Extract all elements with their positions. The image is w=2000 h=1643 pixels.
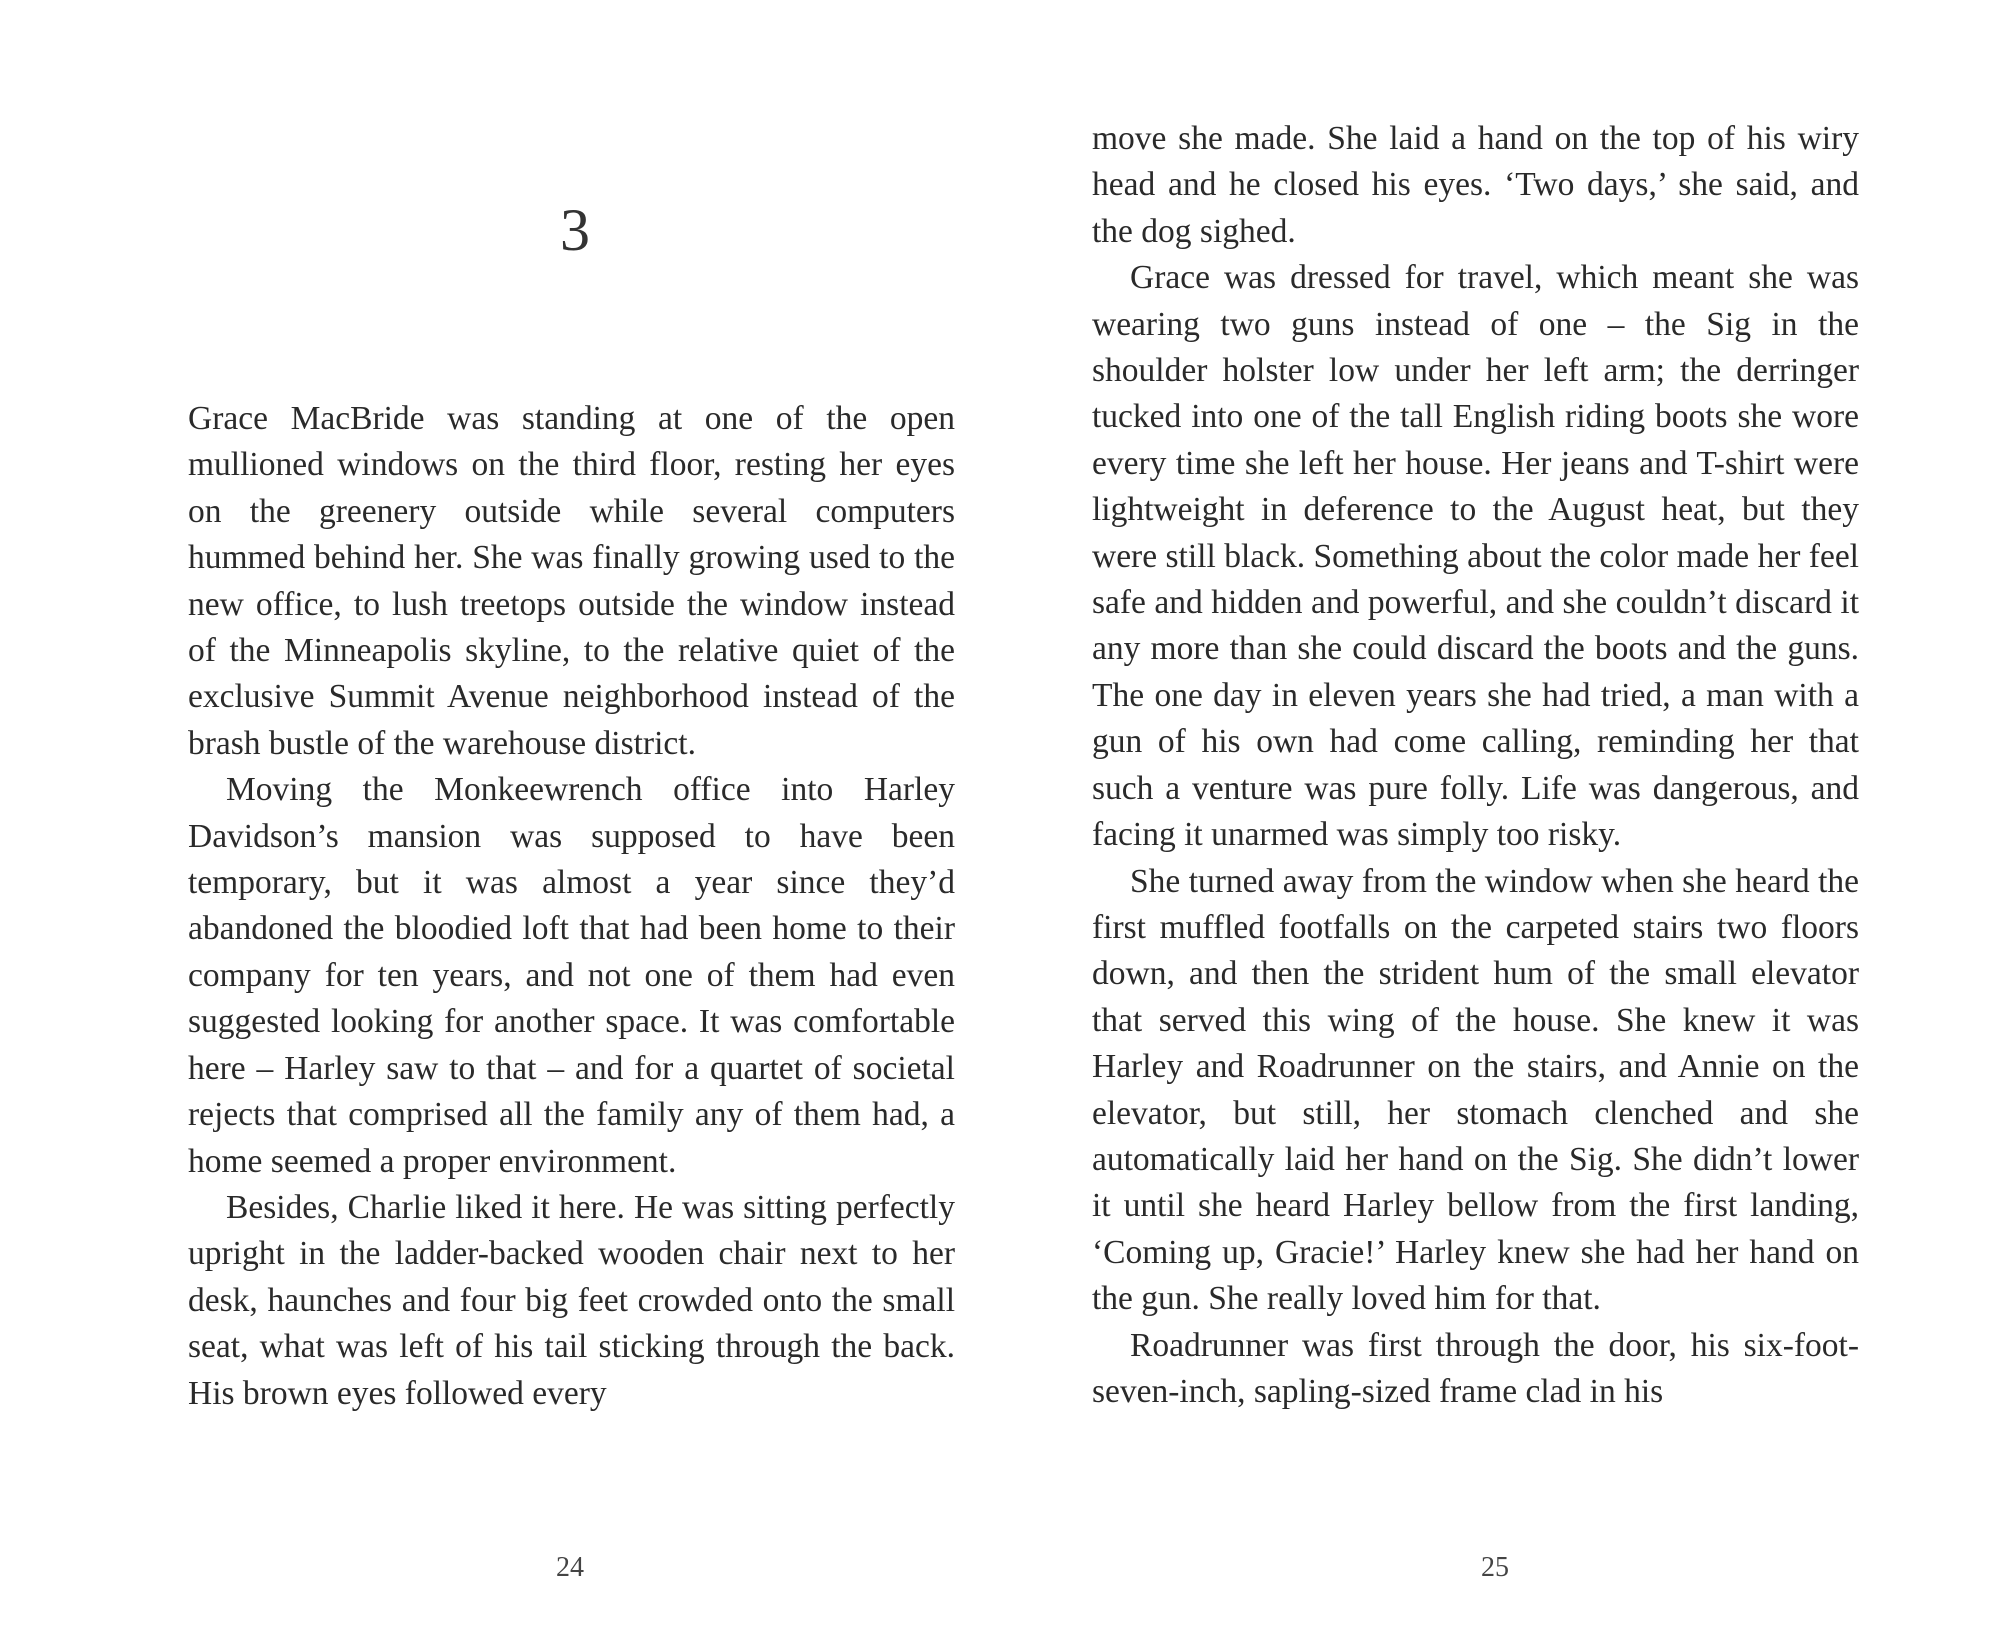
paragraph: move she made. She laid a hand on the top of his wiry head and he closed his eyes. ‘Two days,’ she said, and the dog sighed. (1092, 120, 1859, 250)
left-page-body (188, 396, 955, 1417)
paragraph: Roadrunner was first through the door, his six-foot-seven-inch, sapling-sized frame clad in his (1092, 1326, 1859, 1410)
paragraph: Besides, Charlie liked it here. He was sitting perfectly upright in the ladder-backed wooden chair next to her desk, haunches and four big feet crowded onto the small seat, what was left of his tail sticking through the back. His brown eyes followed every (188, 1188, 955, 1412)
paragraph: Grace MacBride was standing at one of the open mullioned windows on the third floor, resting her eyes on the greenery outside while several computers hummed behind her. She was finally growing used to the new office, to lush treetops outside the window instead of the Minneapolis skyline, to the relative quiet of the exclusive Summit Avenue neighborhood instead of the brash bustle of the warehouse district. (188, 400, 955, 762)
paragraph: Grace was dressed for travel, which meant she was wearing two guns instead of one – the Sig in the shoulder holster low under her left arm; the derringer tucked into one of the tall English riding boots she wore every time she left her house. Her jeans and T-shirt were lightweight in deference to the August heat, but they were still black. Something about the color made her feel safe and hidden and powerful, and she couldn’t discard it any more than she could discard the boots and the guns. The one day in eleven years she had tried, a man with a gun of his own had come calling, reminding her that such a venture was pure folly. Life was dangerous, and facing it unarmed was simply too risky. (1092, 259, 1859, 854)
page-number: 25 (1481, 1552, 1509, 1583)
chapter-number: 3 (560, 197, 590, 263)
page-number: 24 (556, 1552, 584, 1583)
paragraph: She turned away from the window when she heard the first muffled footfalls on the carpeted stairs two floors down, and then the strident hum of the small elevator that served this wing of the house. She knew it was Harley and Roadrunner on the stairs, and Annie on the elevator, but still, her stomach clenched and she automatically laid her hand on the Sig. She didn’t lower it until she heard Harley bellow from the first landing, ‘Coming up, Gracie!’ Harley knew she had her hand on the gun. She really loved him for that. (1092, 862, 1859, 1318)
right-page-body (1092, 116, 1859, 1415)
right-page (1000, 0, 2000, 1643)
paragraph: Moving the Monkeewrench office into Harley Davidson’s mansion was supposed to have been temporary, but it was almost a year since they’d abandoned the bloodied loft that had been home to their company for ten years, and not one of them had even suggested looking for another space. It was comfortable here – Harley saw to that – and for a quartet of societal rejects that comprised all the family any of them had, a home seemed a proper environment. (188, 771, 955, 1180)
